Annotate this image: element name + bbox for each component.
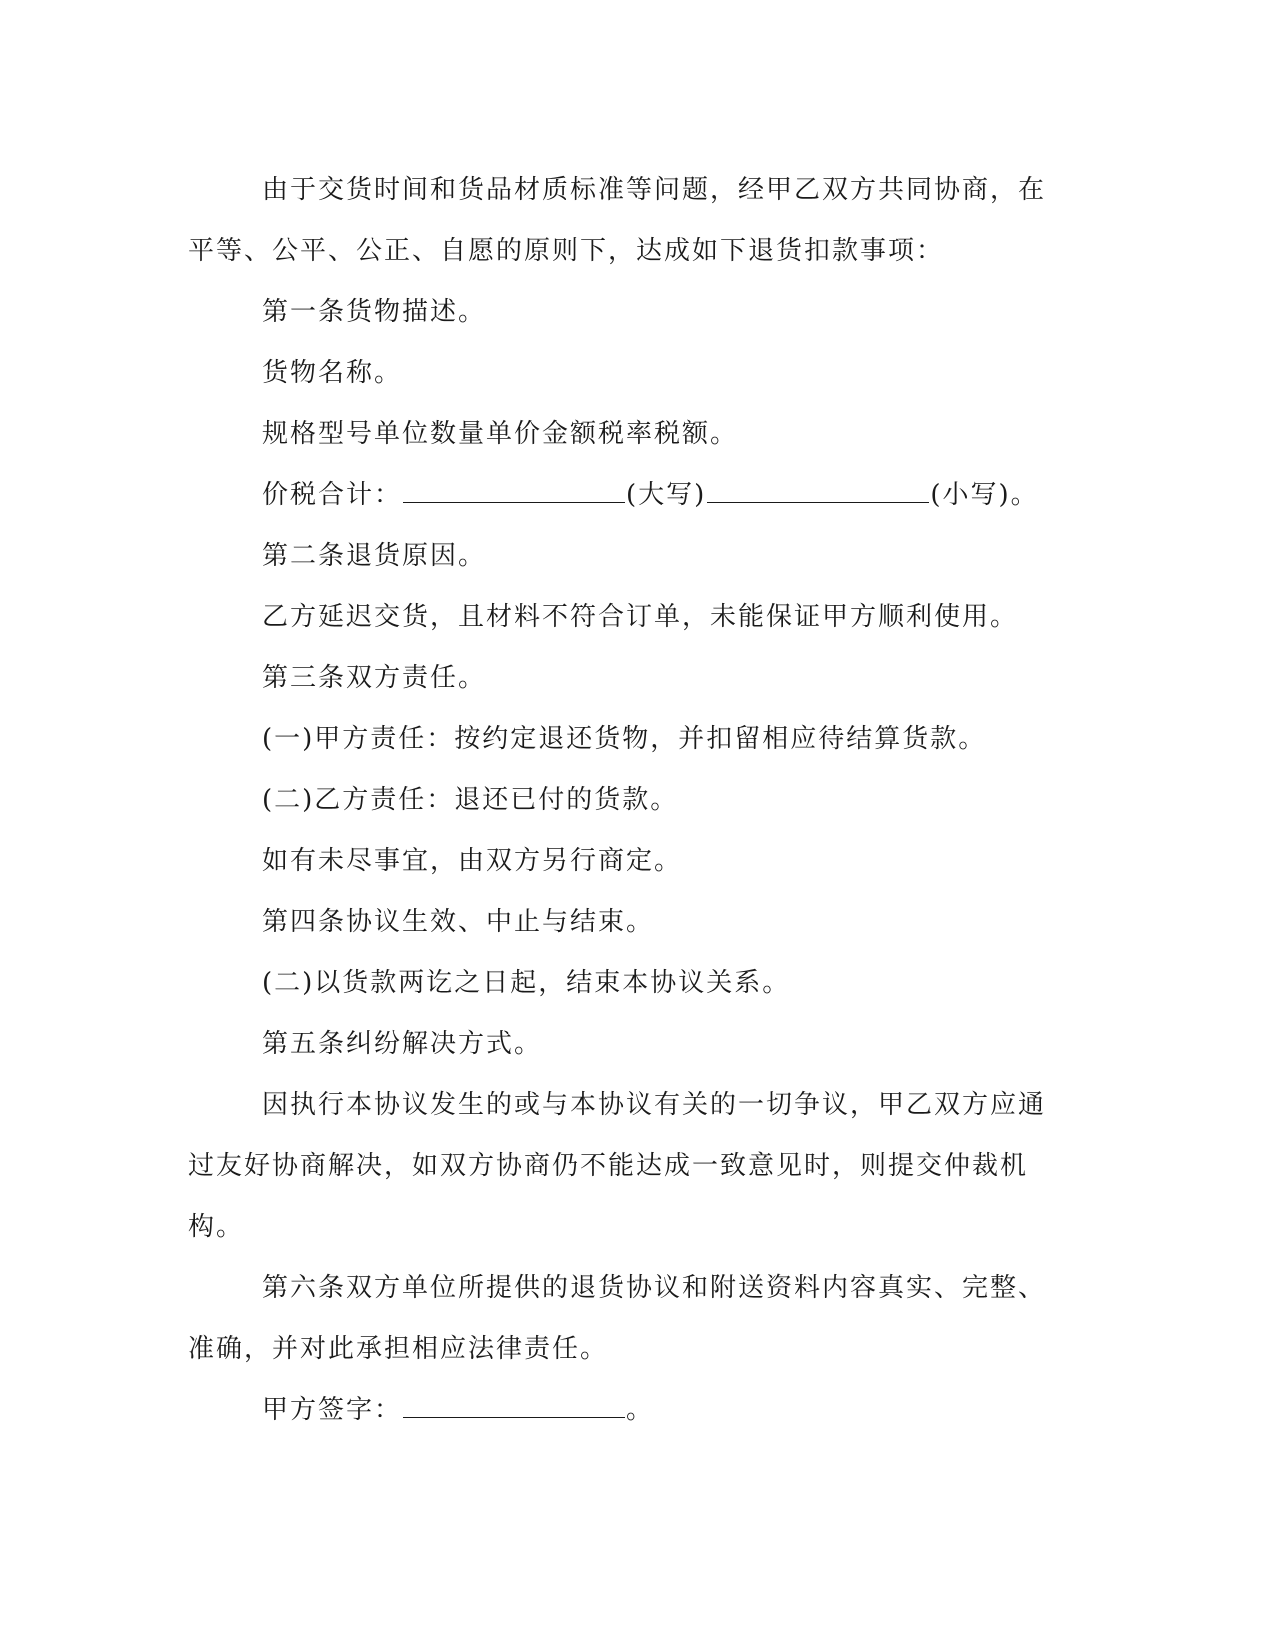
article-1-title: 第一条货物描述。 [262,297,487,327]
total-upper-blank[interactable] [403,472,625,503]
article-2-title: 第二条退货原因。 [262,541,487,571]
signature-label: 甲方签字： [262,1395,403,1425]
document-page [188,160,1068,1441]
other-matters: 如有未尽事宜，由双方另行商定。 [262,846,683,876]
goods-name-line: 货物名称。 [262,358,403,388]
article-5-title: 第五条纠纷解决方式。 [262,1029,543,1059]
termination-clause: (二)以货款两讫之日起，结束本协议关系。 [262,968,791,998]
total-amount-line [188,465,1068,526]
duty-party-b: (二)乙方责任：退还已付的货款。 [262,785,679,815]
dispute-paragraph: 因执行本协议发生的或与本协议有关的一切争议，甲乙双方应通过友好协商解决，如双方协商仍不能达成一致意见时，则提交仲裁机构。 [188,1090,1047,1242]
signature-blank[interactable] [403,1387,625,1418]
total-label: 价税合计： [262,480,403,510]
signature-line [188,1380,1068,1441]
intro-paragraph: 由于交货时间和货品材质标准等问题，经甲乙双方共同协商，在平等、公平、公正、自愿的原则下，达成如下退货扣款事项： [188,175,1047,266]
total-lower-label: (小写)。 [930,480,1039,510]
duty-party-a: (一)甲方责任：按约定退还货物，并扣留相应待结算货款。 [262,724,987,754]
signature-end: 。 [626,1395,655,1425]
total-lower-blank[interactable] [707,472,929,503]
spec-line: 规格型号单位数量单价金额税率税额。 [262,419,739,449]
article-3-title: 第三条双方责任。 [262,663,487,693]
article-4-title: 第四条协议生效、中止与结束。 [262,907,655,937]
article-6-paragraph: 第六条双方单位所提供的退货协议和附送资料内容真实、完整、准确，并对此承担相应法律责任。 [188,1273,1047,1364]
total-upper-label: (大写) [626,480,707,510]
return-reason: 乙方延迟交货，且材料不符合订单，未能保证甲方顺利使用。 [262,602,1019,632]
